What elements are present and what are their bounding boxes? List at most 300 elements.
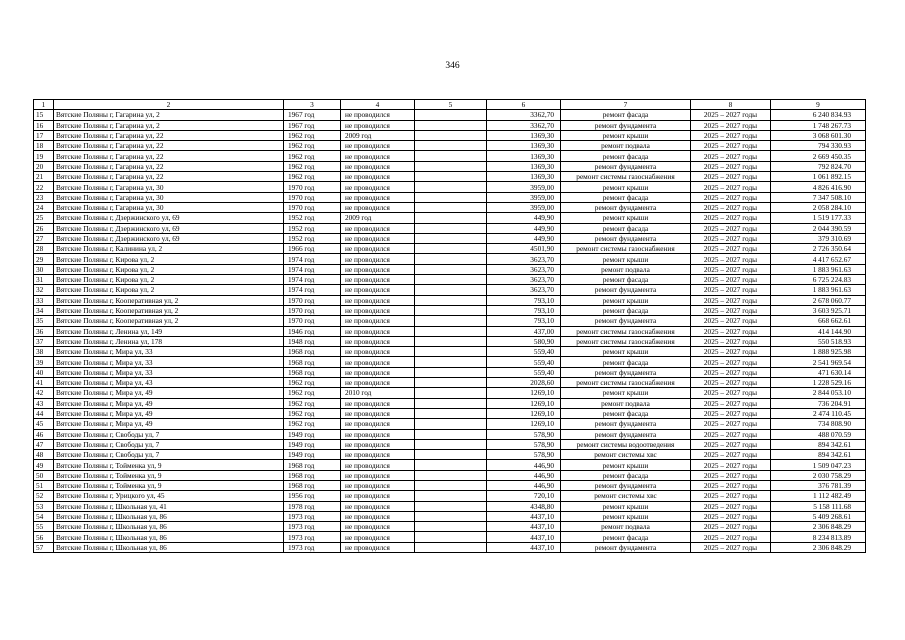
work-type-cell: ремонт фундамента xyxy=(561,480,691,490)
last-repair-year-cell: не проводился xyxy=(341,336,415,346)
row-index-cell: 56 xyxy=(34,532,54,542)
last-repair-year-cell: не проводился xyxy=(341,285,415,295)
address-cell: Вятские Поляны г, Мира ул, 49 xyxy=(54,419,284,429)
empty-cell-cell xyxy=(415,316,487,326)
empty-cell-cell xyxy=(415,511,487,521)
empty-cell-cell xyxy=(415,439,487,449)
column-number: 1 xyxy=(34,100,54,110)
cost-cell: 2 844 053.10 xyxy=(771,388,866,398)
row-index-cell: 41 xyxy=(34,378,54,388)
year-built-cell: 1967 год xyxy=(284,110,341,120)
period-cell: 2025 – 2027 годы xyxy=(691,254,771,264)
work-type-cell: ремонт системы хвс xyxy=(561,450,691,460)
last-repair-year-cell: не проводился xyxy=(341,254,415,264)
last-repair-year-cell: 2009 год xyxy=(341,213,415,223)
cost-cell: 894 342.61 xyxy=(771,450,866,460)
year-built-cell: 1970 год xyxy=(284,202,341,212)
last-repair-year-cell: не проводился xyxy=(341,522,415,532)
area-cell: 1369,30 xyxy=(487,151,561,161)
area-cell: 580,90 xyxy=(487,336,561,346)
table-row xyxy=(34,326,866,336)
column-number: 4 xyxy=(341,100,415,110)
table-row xyxy=(34,429,866,439)
row-index-cell: 57 xyxy=(34,542,54,552)
work-type-cell: ремонт подвала xyxy=(561,522,691,532)
cost-cell: 736 204.91 xyxy=(771,398,866,408)
work-type-cell: ремонт крыши xyxy=(561,511,691,521)
address-cell: Вятские Поляны г, Гагарина ул, 22 xyxy=(54,161,284,171)
cost-cell: 8 234 813.89 xyxy=(771,532,866,542)
table-row xyxy=(34,130,866,140)
cost-cell: 1 888 925.98 xyxy=(771,347,866,357)
cost-cell: 1 061 892.15 xyxy=(771,172,866,182)
last-repair-year-cell: не проводился xyxy=(341,367,415,377)
empty-cell-cell xyxy=(415,398,487,408)
row-index-cell: 53 xyxy=(34,501,54,511)
work-type-cell: ремонт фасада xyxy=(561,305,691,315)
last-repair-year-cell: не проводился xyxy=(341,202,415,212)
row-index-cell: 39 xyxy=(34,357,54,367)
address-cell: Вятские Поляны г, Мира ул, 49 xyxy=(54,408,284,418)
work-type-cell: ремонт фасада xyxy=(561,151,691,161)
work-type-cell: ремонт фундамента xyxy=(561,542,691,552)
year-built-cell: 1949 год xyxy=(284,450,341,460)
year-built-cell: 1968 год xyxy=(284,347,341,357)
period-cell: 2025 – 2027 годы xyxy=(691,110,771,120)
cost-cell: 1 509 047.23 xyxy=(771,460,866,470)
row-index-cell: 50 xyxy=(34,470,54,480)
last-repair-year-cell: не проводился xyxy=(341,192,415,202)
last-repair-year-cell: не проводился xyxy=(341,316,415,326)
row-index-cell: 35 xyxy=(34,316,54,326)
work-type-cell: ремонт крыши xyxy=(561,388,691,398)
row-index-cell: 15 xyxy=(34,110,54,120)
work-type-cell: ремонт фасада xyxy=(561,408,691,418)
row-index-cell: 31 xyxy=(34,275,54,285)
period-cell: 2025 – 2027 годы xyxy=(691,336,771,346)
period-cell: 2025 – 2027 годы xyxy=(691,429,771,439)
work-type-cell: ремонт крыши xyxy=(561,501,691,511)
work-type-cell: ремонт крыши xyxy=(561,460,691,470)
row-index-cell: 40 xyxy=(34,367,54,377)
empty-cell-cell xyxy=(415,450,487,460)
period-cell: 2025 – 2027 годы xyxy=(691,419,771,429)
period-cell: 2025 – 2027 годы xyxy=(691,285,771,295)
address-cell: Вятские Поляны г, Дзержинского ул, 69 xyxy=(54,233,284,243)
year-built-cell: 1970 год xyxy=(284,316,341,326)
area-cell: 578,90 xyxy=(487,450,561,460)
last-repair-year-cell: не проводился xyxy=(341,532,415,542)
year-built-cell: 1946 год xyxy=(284,326,341,336)
area-cell: 559,40 xyxy=(487,357,561,367)
row-index-cell: 24 xyxy=(34,202,54,212)
area-cell: 3623,70 xyxy=(487,285,561,295)
row-index-cell: 28 xyxy=(34,244,54,254)
column-number: 5 xyxy=(415,100,487,110)
period-cell: 2025 – 2027 годы xyxy=(691,398,771,408)
address-cell: Вятские Поляны г, Кирова ул, 2 xyxy=(54,254,284,264)
cost-cell: 1 228 529.16 xyxy=(771,378,866,388)
row-index-cell: 42 xyxy=(34,388,54,398)
work-type-cell: ремонт фундамента xyxy=(561,161,691,171)
area-cell: 3623,70 xyxy=(487,264,561,274)
area-cell: 559,40 xyxy=(487,347,561,357)
year-built-cell: 1974 год xyxy=(284,254,341,264)
cost-cell: 734 808.90 xyxy=(771,419,866,429)
address-cell: Вятские Поляны г, Тойменка ул, 9 xyxy=(54,480,284,490)
cost-cell: 2 678 060.77 xyxy=(771,295,866,305)
row-index-cell: 20 xyxy=(34,161,54,171)
cost-cell: 376 781.39 xyxy=(771,480,866,490)
address-cell: Вятские Поляны г, Ленина ул, 178 xyxy=(54,336,284,346)
year-built-cell: 1978 год xyxy=(284,501,341,511)
area-cell: 449,90 xyxy=(487,213,561,223)
year-built-cell: 1949 год xyxy=(284,439,341,449)
table-row xyxy=(34,202,866,212)
address-cell: Вятские Поляны г, Кооперативная ул, 2 xyxy=(54,295,284,305)
work-type-cell: ремонт крыши xyxy=(561,254,691,264)
period-cell: 2025 – 2027 годы xyxy=(691,213,771,223)
area-cell: 3623,70 xyxy=(487,275,561,285)
area-cell: 449,90 xyxy=(487,233,561,243)
empty-cell-cell xyxy=(415,244,487,254)
empty-cell-cell xyxy=(415,172,487,182)
last-repair-year-cell: не проводился xyxy=(341,450,415,460)
period-cell: 2025 – 2027 годы xyxy=(691,172,771,182)
last-repair-year-cell: не проводился xyxy=(341,398,415,408)
area-cell: 1269,10 xyxy=(487,388,561,398)
table-row xyxy=(34,172,866,182)
last-repair-year-cell: не проводился xyxy=(341,275,415,285)
table-row xyxy=(34,378,866,388)
area-cell: 578,90 xyxy=(487,439,561,449)
year-built-cell: 1952 год xyxy=(284,213,341,223)
area-cell: 793,10 xyxy=(487,316,561,326)
period-cell: 2025 – 2027 годы xyxy=(691,192,771,202)
table-row xyxy=(34,161,866,171)
cost-cell: 6 725 224.83 xyxy=(771,275,866,285)
table-row xyxy=(34,192,866,202)
period-cell: 2025 – 2027 годы xyxy=(691,326,771,336)
area-cell: 4437,10 xyxy=(487,511,561,521)
empty-cell-cell xyxy=(415,336,487,346)
column-number: 8 xyxy=(691,100,771,110)
period-cell: 2025 – 2027 годы xyxy=(691,408,771,418)
table-row xyxy=(34,336,866,346)
address-cell: Вятские Поляны г, Свободы ул, 7 xyxy=(54,429,284,439)
table-row xyxy=(34,347,866,357)
cost-cell: 2 474 110.45 xyxy=(771,408,866,418)
address-cell: Вятские Поляны г, Гагарина ул, 2 xyxy=(54,120,284,130)
period-cell: 2025 – 2027 годы xyxy=(691,130,771,140)
area-cell: 4437,10 xyxy=(487,542,561,552)
year-built-cell: 1962 год xyxy=(284,161,341,171)
row-index-cell: 49 xyxy=(34,460,54,470)
table-row xyxy=(34,295,866,305)
cost-cell: 4 826 416.90 xyxy=(771,182,866,192)
year-built-cell: 1970 год xyxy=(284,182,341,192)
last-repair-year-cell: не проводился xyxy=(341,244,415,254)
period-cell: 2025 – 2027 годы xyxy=(691,542,771,552)
period-cell: 2025 – 2027 годы xyxy=(691,347,771,357)
period-cell: 2025 – 2027 годы xyxy=(691,532,771,542)
area-cell: 1369,30 xyxy=(487,141,561,151)
empty-cell-cell xyxy=(415,470,487,480)
empty-cell-cell xyxy=(415,295,487,305)
work-type-cell: ремонт крыши xyxy=(561,347,691,357)
row-index-cell: 51 xyxy=(34,480,54,490)
year-built-cell: 1967 год xyxy=(284,120,341,130)
empty-cell-cell xyxy=(415,378,487,388)
area-cell: 559,40 xyxy=(487,367,561,377)
empty-cell-cell xyxy=(415,275,487,285)
empty-cell-cell xyxy=(415,182,487,192)
cost-cell: 2 030 758.29 xyxy=(771,470,866,480)
last-repair-year-cell: не проводился xyxy=(341,151,415,161)
empty-cell-cell xyxy=(415,367,487,377)
period-cell: 2025 – 2027 годы xyxy=(691,357,771,367)
empty-cell-cell xyxy=(415,161,487,171)
page-number: 346 xyxy=(445,61,460,71)
last-repair-year-cell: не проводился xyxy=(341,120,415,130)
empty-cell-cell xyxy=(415,151,487,161)
period-cell: 2025 – 2027 годы xyxy=(691,182,771,192)
area-cell: 3362,70 xyxy=(487,110,561,120)
address-cell: Вятские Поляны г, Кирова ул, 2 xyxy=(54,285,284,295)
last-repair-year-cell: не проводился xyxy=(341,542,415,552)
year-built-cell: 1973 год xyxy=(284,522,341,532)
row-index-cell: 48 xyxy=(34,450,54,460)
row-index-cell: 23 xyxy=(34,192,54,202)
row-index-cell: 34 xyxy=(34,305,54,315)
address-cell: Вятские Поляны г, Свободы ул, 7 xyxy=(54,450,284,460)
table-row xyxy=(34,213,866,223)
year-built-cell: 1968 год xyxy=(284,367,341,377)
table-row xyxy=(34,110,866,120)
period-cell: 2025 – 2027 годы xyxy=(691,480,771,490)
table-row xyxy=(34,532,866,542)
address-cell: Вятские Поляны г, Школьная ул, 86 xyxy=(54,532,284,542)
address-cell: Вятские Поляны г, Кооперативная ул, 2 xyxy=(54,316,284,326)
year-built-cell: 1962 год xyxy=(284,130,341,140)
cost-cell: 792 824.70 xyxy=(771,161,866,171)
period-cell: 2025 – 2027 годы xyxy=(691,367,771,377)
work-type-cell: ремонт системы водоотведения xyxy=(561,439,691,449)
area-cell: 4437,10 xyxy=(487,532,561,542)
area-cell: 1269,10 xyxy=(487,419,561,429)
last-repair-year-cell: не проводился xyxy=(341,501,415,511)
empty-cell-cell xyxy=(415,305,487,315)
last-repair-year-cell: не проводился xyxy=(341,408,415,418)
table-row xyxy=(34,367,866,377)
address-cell: Вятские Поляны г, Свободы ул, 7 xyxy=(54,439,284,449)
address-cell: Вятские Поляны г, Гагарина ул, 2 xyxy=(54,110,284,120)
empty-cell-cell xyxy=(415,326,487,336)
work-type-cell: ремонт крыши xyxy=(561,182,691,192)
table-row xyxy=(34,275,866,285)
address-cell: Вятские Поляны г, Гагарина ул, 30 xyxy=(54,192,284,202)
work-type-cell: ремонт крыши xyxy=(561,130,691,140)
last-repair-year-cell: не проводился xyxy=(341,161,415,171)
cost-cell: 6 240 834.93 xyxy=(771,110,866,120)
area-cell: 720,10 xyxy=(487,491,561,501)
table-row xyxy=(34,388,866,398)
capital-repair-table xyxy=(33,99,866,553)
table-row xyxy=(34,511,866,521)
cost-cell: 1 748 267.73 xyxy=(771,120,866,130)
work-type-cell: ремонт системы газоснабжения xyxy=(561,326,691,336)
empty-cell-cell xyxy=(415,347,487,357)
column-number: 6 xyxy=(487,100,561,110)
work-type-cell: ремонт фасада xyxy=(561,275,691,285)
last-repair-year-cell: не проводился xyxy=(341,182,415,192)
empty-cell-cell xyxy=(415,213,487,223)
address-cell: Вятские Поляны г, Мира ул, 49 xyxy=(54,398,284,408)
empty-cell-cell xyxy=(415,254,487,264)
cost-cell: 894 342.61 xyxy=(771,439,866,449)
address-cell: Вятские Поляны г, Гагарина ул, 22 xyxy=(54,151,284,161)
period-cell: 2025 – 2027 годы xyxy=(691,378,771,388)
area-cell: 3959,00 xyxy=(487,182,561,192)
last-repair-year-cell: не проводился xyxy=(341,172,415,182)
cost-cell: 2 044 390.59 xyxy=(771,223,866,233)
work-type-cell: ремонт крыши xyxy=(561,213,691,223)
cost-cell: 471 630.14 xyxy=(771,367,866,377)
table-row xyxy=(34,450,866,460)
area-cell: 4348,80 xyxy=(487,501,561,511)
address-cell: Вятские Поляны г, Школьная ул, 86 xyxy=(54,511,284,521)
empty-cell-cell xyxy=(415,388,487,398)
cost-cell: 2 306 848.29 xyxy=(771,542,866,552)
row-index-cell: 25 xyxy=(34,213,54,223)
address-cell: Вятские Поляны г, Кирова ул, 2 xyxy=(54,264,284,274)
address-cell: Вятские Поляны г, Школьная ул, 41 xyxy=(54,501,284,511)
row-index-cell: 55 xyxy=(34,522,54,532)
address-cell: Вятские Поляны г, Школьная ул, 86 xyxy=(54,522,284,532)
row-index-cell: 44 xyxy=(34,408,54,418)
period-cell: 2025 – 2027 годы xyxy=(691,305,771,315)
area-cell: 1369,30 xyxy=(487,161,561,171)
empty-cell-cell xyxy=(415,202,487,212)
empty-cell-cell xyxy=(415,192,487,202)
empty-cell-cell xyxy=(415,223,487,233)
period-cell: 2025 – 2027 годы xyxy=(691,120,771,130)
cost-cell: 5 158 111.68 xyxy=(771,501,866,511)
area-cell: 793,10 xyxy=(487,295,561,305)
row-index-cell: 54 xyxy=(34,511,54,521)
work-type-cell: ремонт фундамента xyxy=(561,202,691,212)
period-cell: 2025 – 2027 годы xyxy=(691,233,771,243)
last-repair-year-cell: не проводился xyxy=(341,110,415,120)
work-type-cell: ремонт фундамента xyxy=(561,120,691,130)
period-cell: 2025 – 2027 годы xyxy=(691,316,771,326)
table-row xyxy=(34,223,866,233)
address-cell: Вятские Поляны г, Ленина ул, 149 xyxy=(54,326,284,336)
table-row xyxy=(34,398,866,408)
work-type-cell: ремонт фасада xyxy=(561,357,691,367)
row-index-cell: 46 xyxy=(34,429,54,439)
empty-cell-cell xyxy=(415,130,487,140)
table-row xyxy=(34,285,866,295)
header-row xyxy=(34,100,866,110)
work-type-cell: ремонт фасада xyxy=(561,192,691,202)
row-index-cell: 18 xyxy=(34,141,54,151)
year-built-cell: 1962 год xyxy=(284,408,341,418)
last-repair-year-cell: не проводился xyxy=(341,305,415,315)
last-repair-year-cell: не проводился xyxy=(341,264,415,274)
period-cell: 2025 – 2027 годы xyxy=(691,264,771,274)
last-repair-year-cell: не проводился xyxy=(341,429,415,439)
table-row xyxy=(34,233,866,243)
cost-cell: 5 409 268.61 xyxy=(771,511,866,521)
cost-cell: 2 058 284.10 xyxy=(771,202,866,212)
period-cell: 2025 – 2027 годы xyxy=(691,511,771,521)
last-repair-year-cell: не проводился xyxy=(341,511,415,521)
table-row xyxy=(34,120,866,130)
table-row xyxy=(34,491,866,501)
period-cell: 2025 – 2027 годы xyxy=(691,202,771,212)
year-built-cell: 1970 год xyxy=(284,295,341,305)
empty-cell-cell xyxy=(415,532,487,542)
year-built-cell: 1968 год xyxy=(284,480,341,490)
address-cell: Вятские Поляны г, Урицкого ул, 45 xyxy=(54,491,284,501)
empty-cell-cell xyxy=(415,357,487,367)
year-built-cell: 1973 год xyxy=(284,532,341,542)
work-type-cell: ремонт системы газоснабжения xyxy=(561,336,691,346)
area-cell: 4437,10 xyxy=(487,522,561,532)
row-index-cell: 33 xyxy=(34,295,54,305)
area-cell: 1269,10 xyxy=(487,408,561,418)
table-row xyxy=(34,522,866,532)
row-index-cell: 21 xyxy=(34,172,54,182)
work-type-cell: ремонт фасада xyxy=(561,110,691,120)
column-number: 3 xyxy=(284,100,341,110)
empty-cell-cell xyxy=(415,460,487,470)
cost-cell: 7 347 508.10 xyxy=(771,192,866,202)
empty-cell-cell xyxy=(415,120,487,130)
table-row xyxy=(34,439,866,449)
last-repair-year-cell: не проводился xyxy=(341,141,415,151)
table-row xyxy=(34,470,866,480)
cost-cell: 1 883 961.63 xyxy=(771,285,866,295)
work-type-cell: ремонт фундамента xyxy=(561,419,691,429)
year-built-cell: 1970 год xyxy=(284,192,341,202)
area-cell: 1269,10 xyxy=(487,398,561,408)
last-repair-year-cell: не проводился xyxy=(341,480,415,490)
last-repair-year-cell: не проводился xyxy=(341,326,415,336)
cost-cell: 488 070.59 xyxy=(771,429,866,439)
area-cell: 3362,70 xyxy=(487,120,561,130)
cost-cell: 2 541 969.54 xyxy=(771,357,866,367)
year-built-cell: 1968 год xyxy=(284,460,341,470)
address-cell: Вятские Поляны г, Мира ул, 43 xyxy=(54,378,284,388)
area-cell: 437,00 xyxy=(487,326,561,336)
year-built-cell: 1948 год xyxy=(284,336,341,346)
year-built-cell: 1952 год xyxy=(284,233,341,243)
empty-cell-cell xyxy=(415,110,487,120)
address-cell: Вятские Поляны г, Мира ул, 33 xyxy=(54,347,284,357)
row-index-cell: 30 xyxy=(34,264,54,274)
year-built-cell: 1973 год xyxy=(284,542,341,552)
empty-cell-cell xyxy=(415,480,487,490)
row-index-cell: 45 xyxy=(34,419,54,429)
period-cell: 2025 – 2027 годы xyxy=(691,439,771,449)
work-type-cell: ремонт системы газоснабжения xyxy=(561,244,691,254)
empty-cell-cell xyxy=(415,419,487,429)
last-repair-year-cell: не проводился xyxy=(341,223,415,233)
last-repair-year-cell: не проводился xyxy=(341,470,415,480)
row-index-cell: 19 xyxy=(34,151,54,161)
